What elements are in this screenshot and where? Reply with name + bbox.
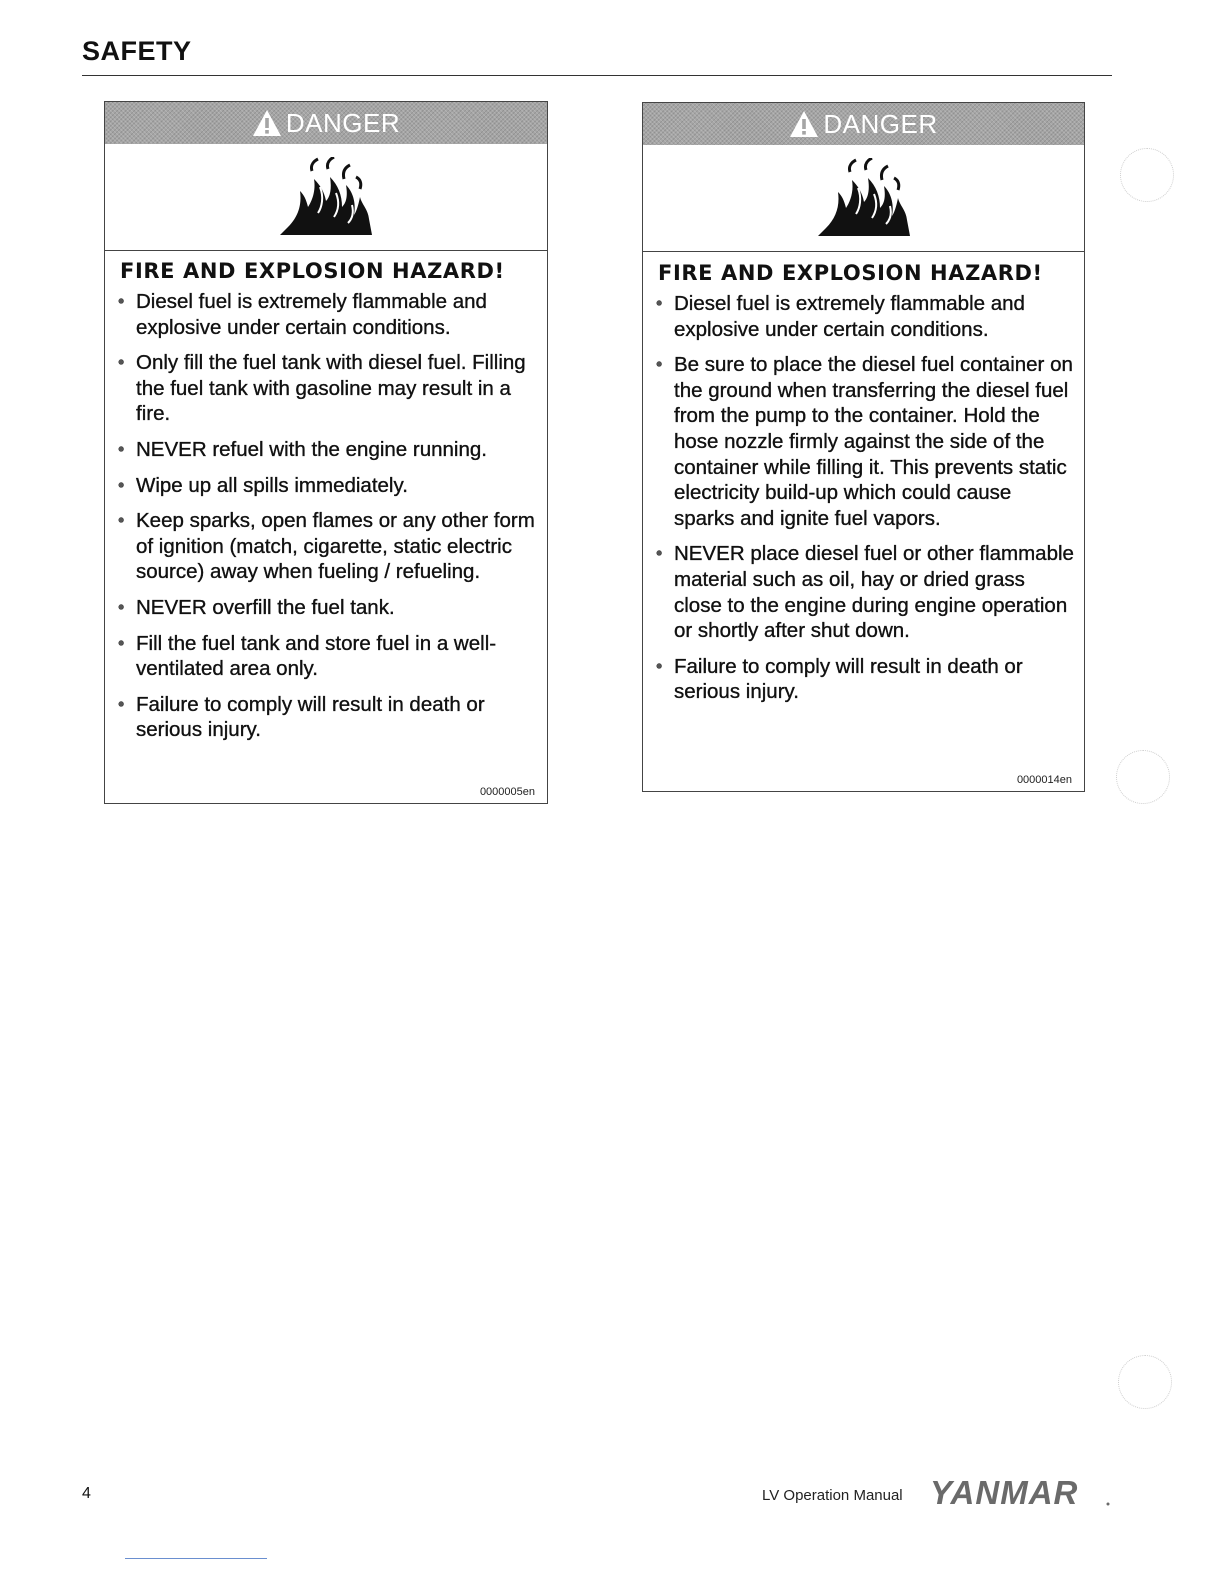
yanmar-logo <box>930 1476 1112 1508</box>
fire-icon <box>276 157 376 237</box>
page-number: 4 <box>82 1485 91 1502</box>
page-section-title: SAFETY <box>82 36 192 66</box>
footer-link-rule <box>125 1558 267 1559</box>
list-item: • Keep sparks, open flames or any other form of ignition (match, cigarette, static electric source) away when fueling / refueling. <box>118 508 537 585</box>
box-code: 0000014en <box>1016 774 1072 786</box>
list-item: • Wipe up all spills immediately. <box>118 473 537 499</box>
binder-hole <box>1118 1355 1172 1409</box>
pictogram-area <box>105 144 547 251</box>
danger-label: DANGER <box>823 108 938 139</box>
box-code: 0000005en <box>479 786 535 798</box>
manual-name: LV Operation Manual <box>762 1487 903 1504</box>
danger-header <box>105 102 547 144</box>
hazard-list <box>643 291 1084 705</box>
danger-label: DANGER <box>285 107 401 138</box>
binder-hole <box>1116 750 1170 804</box>
hazard-list <box>105 289 547 743</box>
binder-hole <box>1120 148 1174 202</box>
pictogram-area <box>643 145 1084 252</box>
fire-icon <box>814 158 914 238</box>
list-item: • Be sure to place the diesel fuel container on the ground when transferring the diesel fuel from the pump to the container. Hold the hose nozzle firmly against the side of the container while filling it. This prevents static electricity build-up which could cause sparks and ignite fuel vapors. <box>656 352 1074 531</box>
svg-text:YANMAR: YANMAR <box>930 1476 1079 1508</box>
warning-triangle-icon <box>789 110 819 138</box>
hazard-title: FIRE AND EXPLOSION HAZARD! <box>658 261 1043 285</box>
list-item: • NEVER refuel with the engine running. <box>118 437 537 463</box>
list-item: • NEVER overfill the fuel tank. <box>118 595 537 621</box>
list-item: • Only fill the fuel tank with diesel fuel. Filling the fuel tank with gasoline may result in a fire. <box>118 350 537 427</box>
list-item: • NEVER place diesel fuel or other flammable material such as oil, hay or dried grass close to the engine during engine operation or shortly after shut down. <box>656 541 1074 643</box>
danger-header <box>643 103 1084 145</box>
section-title-rule <box>82 75 1112 76</box>
danger-box-left <box>104 101 548 804</box>
list-item: • Diesel fuel is extremely flammable and explosive under certain conditions. <box>118 289 537 340</box>
danger-box-right <box>642 102 1085 792</box>
list-item: • Fill the fuel tank and store fuel in a well-ventilated area only. <box>118 631 537 682</box>
list-item: • Failure to comply will result in death or serious injury. <box>118 692 537 743</box>
hazard-title: FIRE AND EXPLOSION HAZARD! <box>120 259 505 283</box>
list-item: • Diesel fuel is extremely flammable and explosive under certain conditions. <box>656 291 1074 342</box>
list-item: • Failure to comply will result in death or serious injury. <box>656 654 1074 705</box>
warning-triangle-icon <box>252 109 282 137</box>
